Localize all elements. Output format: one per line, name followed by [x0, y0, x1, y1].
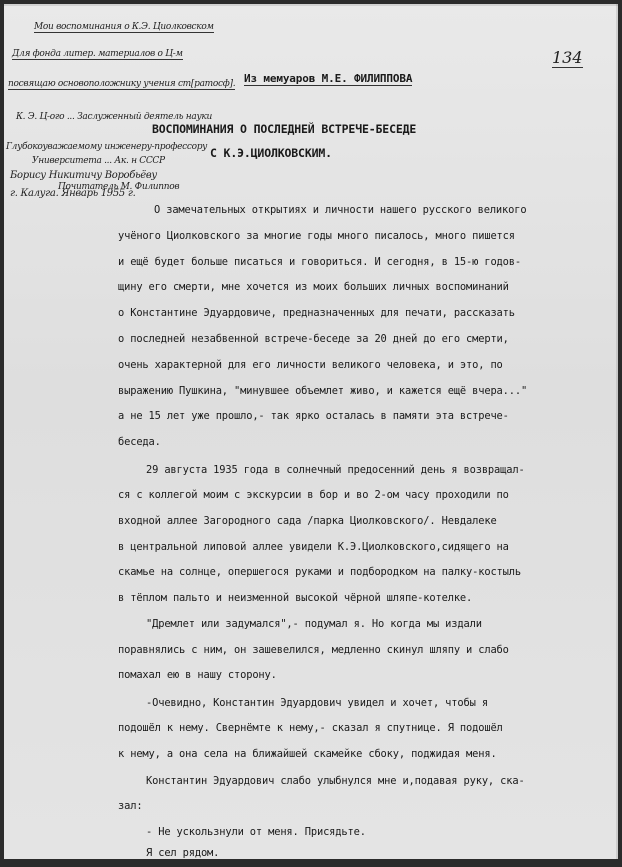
text-line: а не 15 лет уже прошло,- так ярко осталась в памяти эта встрече-	[118, 410, 509, 422]
text-line: выражению Пушкина, "минувшее объемлет живо, и кажется ещё вчера..."	[118, 385, 528, 397]
text-line: "Дремлет или задумался",- подумал я. Но когда мы издали	[146, 618, 482, 630]
text-line: к нему, а она села на ближайшей скамейке сбоку, поджидая меня.	[118, 748, 497, 760]
text-line: и ещё будет больше писаться и говориться. И сегодня, в 15-ю годов-	[118, 256, 521, 268]
text-line: входной аллее Загородного сада /парка Циолковского/. Невдалеке	[118, 515, 497, 527]
text-line: поравнялись с ним, он зашевелился, медленно скинул шляпу и слабо	[118, 644, 509, 656]
text-line: Я сел рядом.	[146, 847, 220, 859]
handwritten-note: Борису Никитичу Воробьёву	[10, 170, 157, 181]
handwritten-note: Для фонда литер. материалов о Ц-м	[12, 49, 183, 59]
text-line: в центральной липовой аллее увидели К.Э.Циолковского,сидящего на	[118, 541, 509, 553]
document-page	[4, 4, 618, 859]
handwritten-note: посвящаю основоположнику учения ст[ратосф].	[8, 79, 236, 89]
text-line: О замечательных открытиях и личности нашего русского великого	[154, 204, 527, 216]
text-line: о Константине Эдуардовиче, предназначенных для печати, рассказать	[118, 307, 515, 319]
text-line: в тёплом пальто и неизменной высокой чёрной шляпе-котелке.	[118, 592, 473, 604]
text-line: помахал ею в нашу сторону.	[118, 669, 277, 681]
handwritten-note: Университета ... Ак. н СССР	[32, 156, 165, 166]
document-title: С К.Э.ЦИОЛКОВСКИМ.	[210, 146, 332, 160]
text-line: скамье на солнце, опершегося руками и подбородком на палку-костыль	[118, 566, 521, 578]
handwritten-note: г. Калуга. Январь 1955 г.	[10, 188, 136, 199]
text-line: - Не ускользнули от меня. Присядьте.	[146, 826, 366, 838]
text-line: 29 августа 1935 года в солнечный предосенний день я возвращал-	[146, 464, 525, 476]
text-line: учёного Циолковского за многие годы много писалось, много пишется	[118, 230, 515, 242]
page-number: 134	[552, 48, 583, 67]
text-line: ся с коллегой моим с экскурсии в бор и во 2-ом часу проходили по	[118, 489, 509, 501]
text-line: щину его смерти, мне хочется из моих больших личных воспоминаний	[118, 281, 509, 293]
handwritten-note: Мои воспоминания о К.Э. Циолковском	[34, 22, 214, 32]
handwritten-note: Глубокоуважаемому инженеру-профессору	[6, 142, 208, 152]
text-line: подошёл к нему. Свернёмте к нему,- сказал я спутнице. Я подошёл	[118, 722, 503, 734]
text-line: Константин Эдуардович слабо улыбнулся мне и,подавая руку, ска-	[146, 775, 525, 787]
text-line: беседа.	[118, 436, 161, 448]
text-line: -Очевидно, Константин Эдуардович увидел и хочет, чтобы я	[146, 697, 488, 709]
text-line: очень характерной для его личности великого человека, и это, по	[118, 359, 503, 371]
memoir-source: Из мемуаров М.Е. ФИЛИППОВА	[244, 72, 413, 85]
text-line: о последней незабвенной встрече-беседе за 20 дней до его смерти,	[118, 333, 509, 345]
handwritten-note: Почитатель М. Филиппов	[58, 182, 180, 192]
text-line: зал:	[118, 800, 143, 812]
handwritten-note: К. Э. Ц-ого ... Заслуженный деятель науки	[16, 112, 212, 122]
document-title: ВОСПОМИНАНИЯ О ПОСЛЕДНЕЙ ВСТРЕЧЕ-БЕСЕДЕ	[152, 122, 417, 136]
